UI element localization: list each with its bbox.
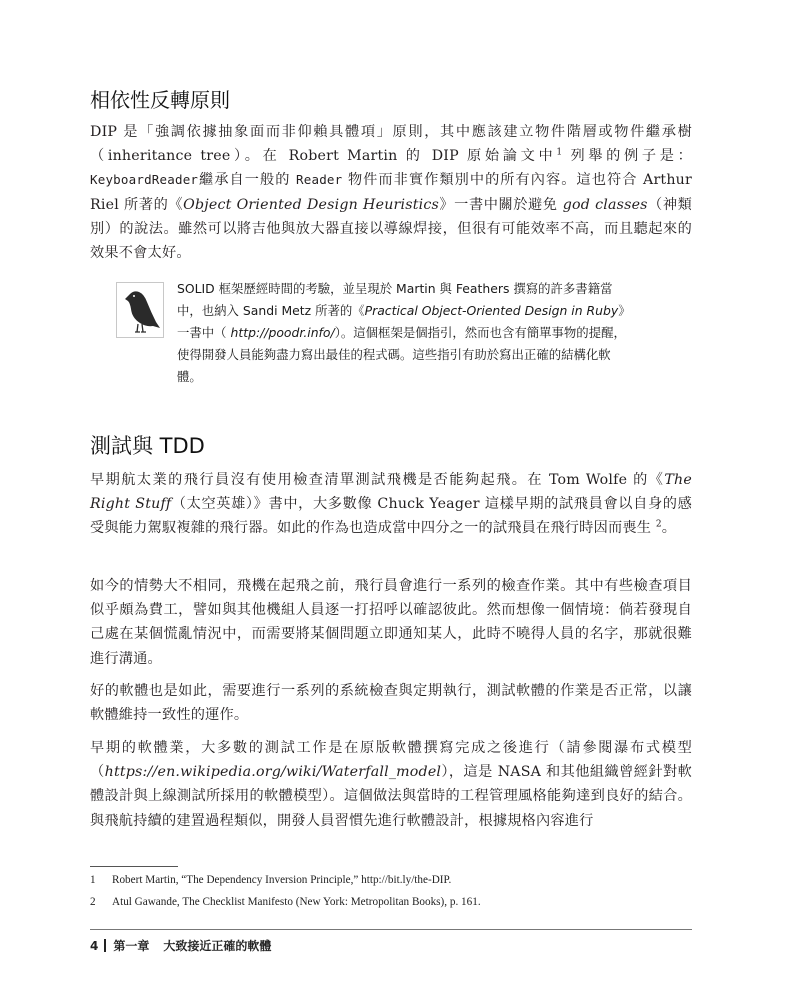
- link-poodr[interactable]: http://poodr.info/: [230, 325, 335, 341]
- tdd-paragraph-4: 早期的軟體業，大多數的測試工作是在原版軟體撰寫完成之後進行（請參閱瀑布式模型（https://en.wikipedia.org/wiki/Waterfall_model），這是 NASA 和其他組織曾經針對軟體設計與上線測試所採用的軟體模型）。這個做法與當時的工程管理風格能夠達到良好的結合。與飛航持續的建置過程類似，開發人員習慣先進行軟體設計，根據規格內容進行: [90, 740, 693, 829]
- footnote-ref-1: 1: [556, 147, 563, 158]
- footer-divider: [90, 929, 692, 930]
- book-title-heuristics: Object Oriented Design Heuristics: [183, 196, 440, 213]
- tdd-paragraph-2: 如今的情勢大不相同，飛機在起飛之前，飛行員會進行一系列的檢查作業。其中有些檢查項目似乎頗為費工，譬如與其他機組人員逐一打招呼以確認彼此。然而想像一個情境：倘若發現自己處在某個慌亂情況中，而需要將某個問題立即通知某人，此時不曉得人員的名字，那就很難進行溝通。: [90, 578, 692, 667]
- tdd-paragraph-1: 早期航太業的飛行員沒有使用檢查清單測試飛機是否能夠起飛。在 Tom Wolfe 的《The Right Stuff（太空英雄）》書中，大多數像 Chuck Yeager 這樣早期的試飛員會以自身的感受與能力駕馭複雜的飛行器。如此的作為也造成當中四分之一的試飛員在飛行時因而喪生 $^2$。: [90, 472, 692, 537]
- link-waterfall[interactable]: https://en.wikipedia.org/wiki/Waterfall_model: [104, 764, 442, 781]
- chapter-title: 大致接近正確的軟體: [163, 939, 272, 953]
- book-title-right-stuff: The Right Stuff: [90, 472, 692, 513]
- dip-paragraph: DIP 是「強調依據抽象面而非仰賴具體項」原則，其中應該建立物件階層或物件繼承樹（inheritance tree）。在 Robert Martin 的 DIP 原始論文中$^1$ 列舉的例子是：KeyboardReader繼承自一般的 Reader 物件而非實作類別中的所有內容。這也符合 Arthur Riel 所著的《Object Oriented Design Heuristics》一書中關於避免 god classes（神類別）的說法。雖然可以將吉他與放大器直接以導線焊接，但很有可能效率不高，而且聽起來的效果不會太好。: [90, 124, 692, 262]
- footer-separator: [104, 939, 106, 952]
- footnote-1: 1 Robert Martin, “The Dependency Inversion Principle,” http://bit.ly/the-DIP.: [90, 874, 452, 886]
- footnote-ref-2: 2: [655, 519, 662, 530]
- crow-icon: [116, 282, 164, 338]
- note-callout: SOLID 框架歷經時間的考驗，並呈現於 Martin 與 Feathers 撰寫的許多書籍當中，也納入 Sandi Metz 所著的《Practical Object-Oriented Design in Ruby》一書中（ http://poodr.info/）。這個框架是個指引，然而也含有簡單事物的提醒，使得開發人員能夠盡力寫出最佳的程式碼。這些指引有助於寫出正確的結構化軟體。: [177, 281, 631, 385]
- code-reader: Reader: [296, 172, 343, 188]
- book-title-poodr: Practical Object-Oriented Design in Ruby: [364, 303, 619, 319]
- tdd-paragraph-3: 好的軟體也是如此，需要進行一系列的系統檢查與定期執行，測試軟體的作業是否正常，以讓軟體維持一致性的運作。: [90, 683, 692, 724]
- footnote-divider: [90, 866, 178, 867]
- section-heading-tdd: 測試與 TDD: [90, 434, 205, 458]
- section-heading-dip: 相依性反轉原則: [90, 88, 230, 112]
- footnote-2: 2 Atul Gawande, The Checklist Manifesto (New York: Metropolitan Books), p. 161.: [90, 896, 481, 908]
- page-number: 4: [90, 939, 99, 953]
- term-god-classes: god classes: [562, 196, 648, 213]
- page-footer: [90, 937, 271, 954]
- chapter-label: 第一章: [113, 939, 150, 953]
- code-keyboardreader: KeyboardReader: [90, 172, 199, 188]
